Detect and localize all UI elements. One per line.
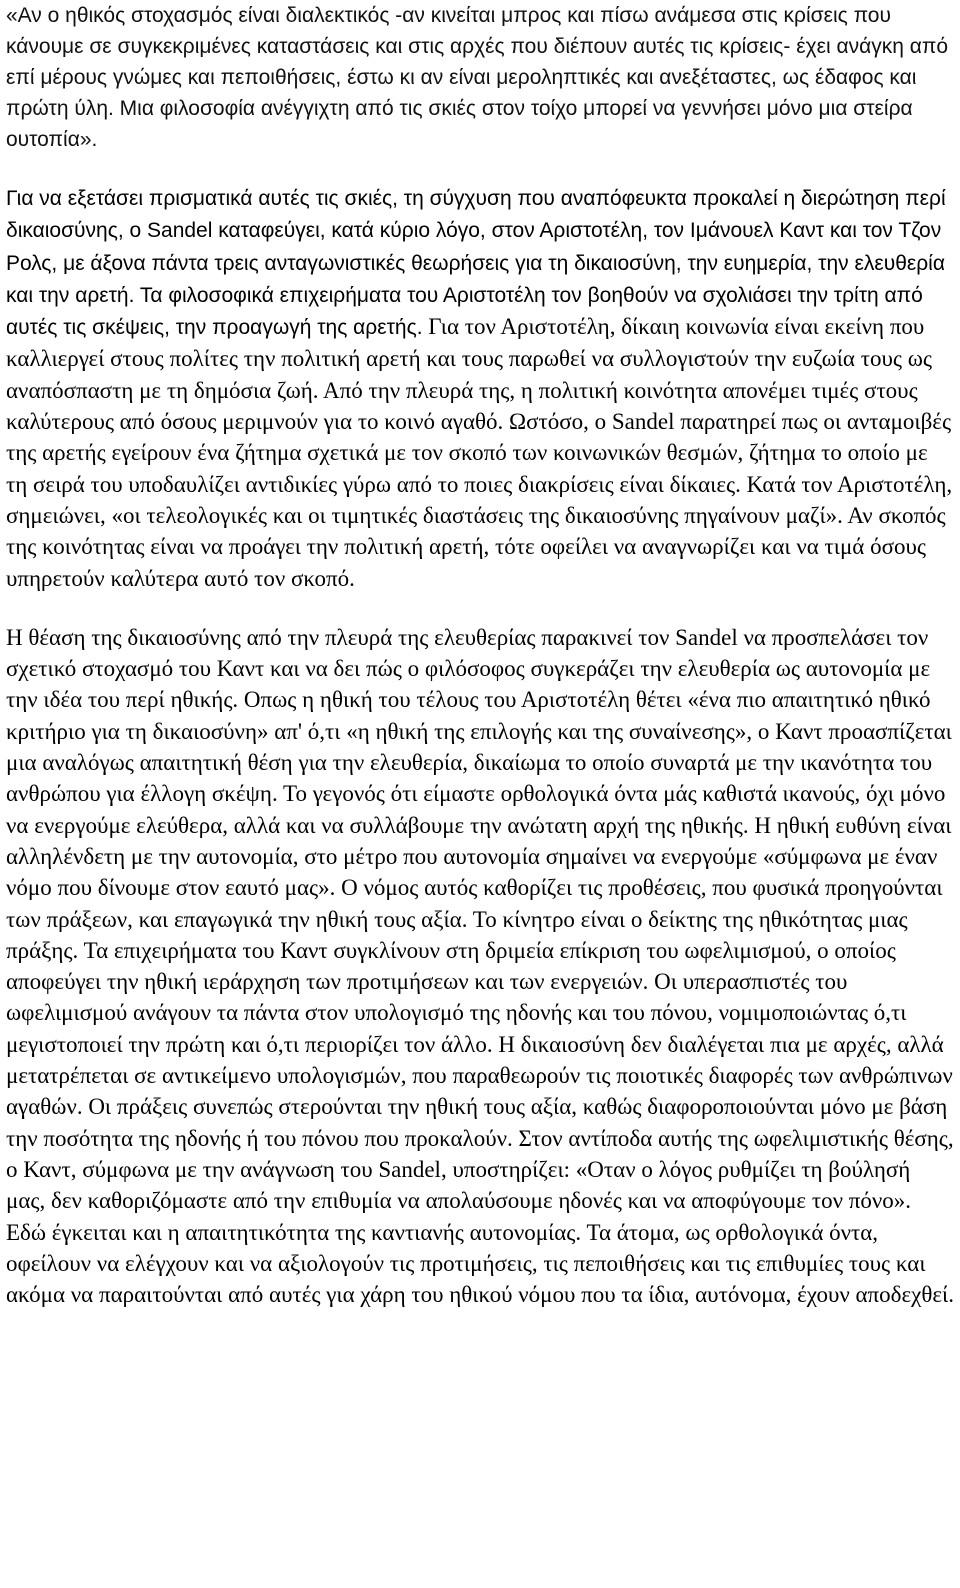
paragraph-gap bbox=[6, 594, 954, 622]
body-paragraph-aristotle bbox=[6, 182, 954, 594]
body-paragraph-kant: Η θέαση της δικαιοσύνης από την πλευρά της ελευθερίας παρακινεί τον Sandel να προσπελάσει τον σχετικό στοχασμό του Καντ και να δει πώς ο φιλόσοφος συγκεράζει την ελευθερία ως αυτονομία με την ιδέα του περί ηθικής. Οπως η ηθική του τέλους του Αριστοτέλη θέτει «ένα πιο απαιτητικό ηθικό κριτήριο για τη δικαιοσύνη» απ' ό,τι «η ηθική της επιλογής και της συναίνεσης», ο Καντ προασπίζεται μια αναλόγως απαιτητική θέση για την ελευθερία, δικαίωμα το οποίο συναρτά με την ικανότητα του ανθρώπου για έλλογη σκέψη. Το γεγονός ότι είμαστε ορθολογικά όντα μάς καθιστά ικανούς, όχι μόνο να ενεργούμε ελεύθερα, αλλά και να συλλάβουμε την ανώτατη αρχή της ηθικής. Η ηθική ευθύνη είναι αλληλένδετη με την αυτονομία, στο μέτρο που αυτονομία σημαίνει να ενεργούμε «σύμφωνα με έναν νόμο που δίνουμε στον εαυτό μας». Ο νόμος αυτός καθορίζει τις προθέσεις, που φυσικά προηγούνται των πράξεων, και επαγωγικά την ηθική τους αξία. Το κίνητρο είναι ο δείκτης της ηθικότητας μιας πράξης. Τα επιχειρήματα του Καντ συγκλίνουν στη δριμεία επίκριση του ωφελιμισμού, ο οποίος αποφεύγει την ηθική ιεράρχηση των προτιμήσεων και των ενεργειών. Οι υπερασπιστές του ωφελιμισμού ανάγουν τα πάντα στον υπολογισμό της ηδονής και του πόνου, νομιμοποιώντας ό,τι μεγιστοποιεί την πρώτη και ό,τι περιορίζει τον άλλο. Η δικαιοσύνη δεν διαλέγεται πια με αρχές, αλλά μετατρέπεται σε αντικείμενο υπολογισμών, που παραθεωρούν τις ποιοτικές διαφορές των ανθρώπινων αγαθών. Οι πράξεις συνεπώς στερούνται την ηθική τους αξία, καθώς διαφοροποιούνται μόνο με βάση την ποσότητα της ηδονής ή του πόνου που προκαλούν. Στον αντίποδα αυτής της ωφελιμιστικής θέσης, ο Καντ, σύμφωνα με την ανάγνωση του Sandel, υποστηρίζει: «Οταν ο λόγος ρυθμίζει τη βούλησή μας, δεν καθοριζόμαστε από την επιθυμία να απολαύσουμε ηδονές και να αποφύγουμε τον πόνο». Εδώ έγκειται και η απαιτητικότητα της καντιανής αυτονομίας. Τα άτομα, ως ορθολογικά όντα, οφείλουν να ελέγχουν και να αξιολογούν τις προτιμήσεις, τις πεποιθήσεις και τις επιθυμίες τους και ακόμα να παραιτούνται από αυτές για χάρη του ηθικού νόμου που τα ίδια, αυτόνομα, έχουν αποδεχθεί. bbox=[6, 624, 954, 1308]
quote-paragraph: «Αν ο ηθικός στοχασμός είναι διαλεκτικός -αν κινείται μπρος και πίσω ανάμεσα στις κρίσεις που κάνουμε σε συγκεκριμένες καταστάσεις και στις αρχές που διέπουν αυτές τις κρίσεις- έχει ανάγκη από επί μέρους γνώμες και πεποιθήσεις, έστω κι αν είναι μεροληπτικές και ανεξέταστες, ως έδαφος και πρώτη ύλη. Μια φιλοσοφία ανέγγιχτη από τις σκιές στον τοίχο μπορεί να γεννήσει μόνο μια στείρα ουτοπία». bbox=[6, 4, 949, 151]
body-paragraph-aristotle-rest: Για τον Αριστοτέλη, δίκαιη κοινωνία είναι εκείνη που καλλιεργεί στους πολίτες την πολιτική αρετή και τους παρωθεί να συλλογιστούν την ευζωία τους ως αναπόσπαστη με τη δημόσια ζωή. Από την πλευρά της, η πολιτική κοινότητα απονέμει τιμές στους καλύτερους από όσους μεριμνούν για το κοινό αγαθό. Ωστόσο, ο Sandel παρατηρεί πως οι ανταμοιβές της αρετής εγείρουν ένα ζήτημα σχετικά με τον σκοπό των κοινωνικών θεσμών, ζήτημα το οποίο με τη σειρά του υποδαυλίζει αντιδικίες γύρω από το ποιες διακρίσεις είναι δίκαιες. Κατά τον Αριστοτέλη, σημειώνει, «οι τελεολογικές και οι τιμητικές διαστάσεις της δικαιοσύνης πηγαίνουν μαζί». Αν σκοπός της κοινότητας είναι να προάγει την πολιτική αρετή, τότε οφείλει να αναγνωρίζει και να τιμά όσους υπηρετούν καλύτερα αυτό τον σκοπό. bbox=[6, 314, 953, 591]
body-paragraph-aristotle-intro: Για να εξετάσει πρισματικά αυτές τις σκιές, τη σύγχυση που αναπόφευκτα προκαλεί η διερώτηση περί δικαιοσύνης, ο Sandel καταφεύγει, κατά κύριο λόγο, στον Αριστοτέλη, τον Ιμάνουελ Καντ και τον Τζον Ρολς, με άξονα πάντα τρεις ανταγωνιστικές θεωρήσεις για τη δικαιοσύνη, την ευημερία, την ελευθερία και την αρετή. Τα φιλοσοφικά επιχειρήματα του Αριστοτέλη τον βοηθούν να σχολιάσει την τρίτη από αυτές τις σκέψεις, την προαγωγή της αρετής. bbox=[6, 187, 946, 340]
paragraph-gap bbox=[6, 155, 954, 182]
